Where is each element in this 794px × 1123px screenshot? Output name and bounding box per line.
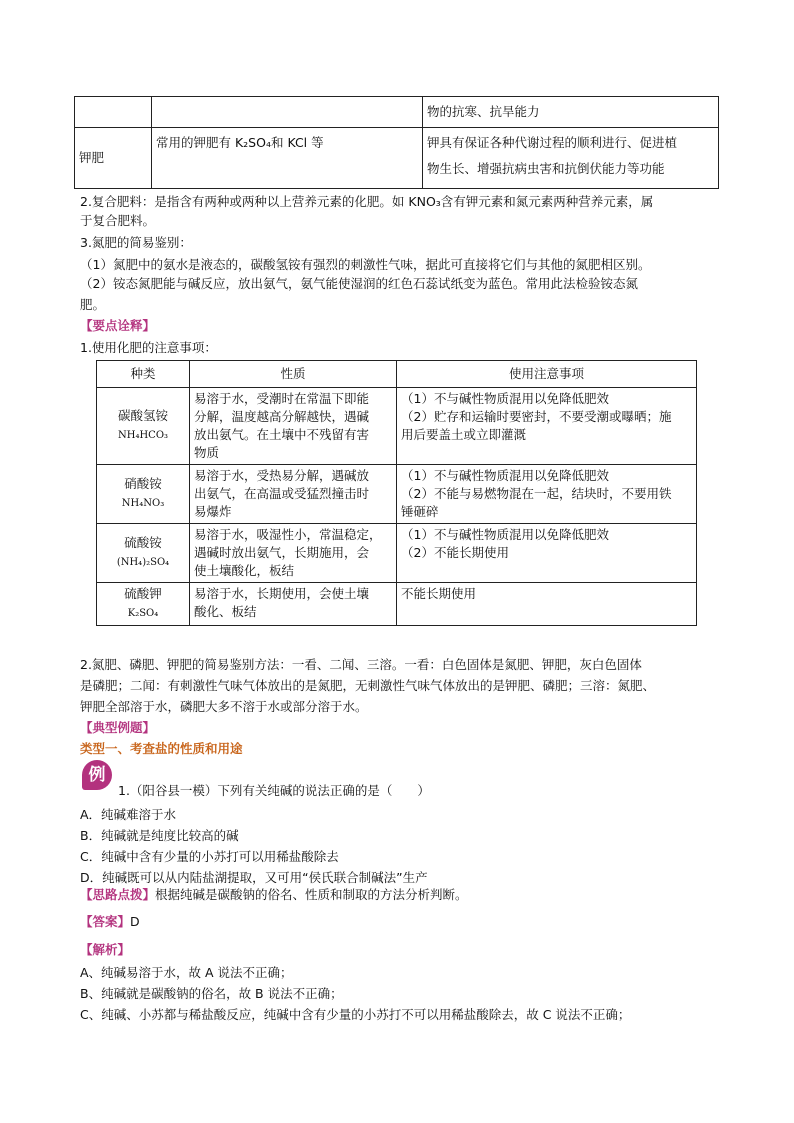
section-title: 3.氮肥的简易鉴别： — [80, 235, 192, 250]
fertilizer-name: 碳酸氢铵 — [117, 408, 168, 423]
property-cell — [190, 524, 397, 583]
cell-line: （1）不与碱性物质混用以免降低肥效 — [401, 468, 609, 483]
cell-line: 易溶于水，吸湿性小，常温稳定， — [194, 527, 382, 542]
cell-line: （1）不与碱性物质混用以免降低肥效 — [401, 391, 609, 406]
question-text: 1.（阳谷县一模）下列有关纯碱的说法正确的是（ ） — [118, 783, 430, 798]
cell-line: 分解，温度越高分解越快，遇碱 — [194, 409, 370, 424]
cell-line: 用后要盖土或立即灌溉 — [401, 427, 527, 442]
paragraph-method: 钾肥全部溶于水，磷肥大多不溶于水或部分溶于水。 — [80, 699, 368, 714]
table-cell — [152, 97, 423, 128]
property-cell — [190, 388, 397, 465]
paragraph-compound: 2.复合肥料：是指含有两种或两种以上营养元素的化肥。如 KNO₃含有钾元素和氮元素两种营养元素，属 — [80, 194, 654, 209]
cell-line: 酸化、板结 — [194, 604, 257, 619]
paragraph: （2）铵态氮肥能与碱反应，放出氨气，氨气能使湿润的红色石蕊试纸变为蓝色。常用此法检验铵态氮 — [80, 276, 638, 291]
analysis-line: B、纯碱就是碳酸钠的俗名，故 B 说法不正确； — [80, 986, 343, 1001]
cell-line: 易溶于水，长期使用，会使土壤 — [194, 586, 370, 601]
type-heading: 类型一、考查盐的性质和用途 — [80, 741, 243, 756]
analysis-label: 【解析】 — [80, 942, 131, 957]
table-cell — [423, 128, 719, 189]
examples-heading: 【典型例题】 — [80, 720, 156, 735]
usage-note-cell — [397, 465, 697, 524]
chemical-formula: NH₄NO₃ — [121, 498, 165, 509]
table-row — [97, 524, 697, 583]
cell-line: 钾具有保证各种代谢过程的顺利进行、促进植 — [427, 135, 678, 150]
table-cell: 钾肥 — [75, 128, 152, 189]
usage-note-cell — [397, 388, 697, 465]
table-row — [97, 388, 697, 465]
analysis-line: C、纯碱、小苏都与稀盐酸反应，纯碱中含有少量的小苏打不可以用稀盐酸除去，故 C 说法不正确； — [80, 1007, 631, 1022]
property-cell — [190, 583, 397, 626]
fertilizer-name-cell — [97, 388, 190, 465]
paragraph-compound: 于复合肥料。 — [80, 213, 156, 228]
cell-line: （2）贮存和运输时要密封，不要受潮或曝晒；施 — [401, 409, 672, 424]
analysis-line: A、纯碱易溶于水，故 A 说法不正确； — [80, 965, 293, 980]
table-header-row — [97, 361, 697, 388]
fertilizer-usage-table — [96, 360, 697, 626]
hint-label: 【思路点拨】 — [80, 887, 156, 902]
answer-label: 【答案】 — [80, 914, 131, 929]
paragraph-method: 是磷肥；二闻：有刺激性气味气体放出的是氮肥，无刺激性气味气体放出的是钾肥、磷肥；三溶：氮肥、 — [80, 678, 656, 693]
chemical-formula: NH₄HCO₃ — [117, 430, 169, 441]
cell-line: 物质 — [194, 445, 220, 460]
answer-row — [80, 913, 140, 931]
fertilizer-name: 硫酸铵 — [124, 535, 162, 550]
hint-row — [80, 886, 468, 904]
cell-line: 易溶于水，受热易分解，遇碱放 — [194, 468, 370, 483]
cell-line: 物生长、增强抗病虫害和抗倒伏能力等功能 — [427, 161, 665, 176]
column-header: 种类 — [97, 361, 190, 388]
cell-line: （2）不能长期使用 — [401, 545, 509, 560]
fertilizer-name: 硝酸铵 — [124, 476, 162, 491]
cell-line: 出氨气，在高温或受猛烈撞击时 — [194, 486, 370, 501]
cell-line: （1）不与碱性物质混用以免降低肥效 — [401, 527, 609, 542]
paragraph: （1）氮肥中的氨水是液态的，碳酸氢铵有强烈的刺激性气味，据此可直接将它们与其他的氮肥相区别。 — [80, 257, 651, 272]
table-row — [97, 465, 697, 524]
hint-text: 根据纯碱是碳酸钠的俗名、性质和制取的方法分析判断。 — [155, 887, 468, 902]
usage-note-cell — [397, 583, 697, 626]
example-badge-icon: 例 — [82, 760, 112, 790]
cell-line: （2）不能与易燃物混在一起，结块时，不要用铁 — [401, 486, 672, 501]
table-cell: 物的抗寒、抗旱能力 — [423, 97, 719, 128]
option-c: C．纯碱中含有少量的小苏打可以用稀盐酸除去 — [80, 849, 339, 864]
option-a: A．纯碱难溶于水 — [80, 807, 177, 822]
table-cell: 常用的钾肥有 K₂SO₄和 KCl 等 — [152, 128, 423, 189]
fertilizer-name: 硫酸钾 — [124, 586, 162, 601]
table-row — [97, 583, 697, 626]
cell-line: 遇碱时放出氨气，长期施用，会 — [194, 545, 370, 560]
option-d: D．纯碱既可以从内陆盐湖提取，又可用“侯氏联合制碱法”生产 — [80, 870, 428, 885]
cell-line: 不能长期使用 — [401, 586, 477, 601]
fertilizer-table-continued — [74, 96, 719, 189]
table-row — [75, 128, 719, 189]
column-header: 使用注意事项 — [397, 361, 697, 388]
fertilizer-name-cell — [97, 583, 190, 626]
key-points-heading: 【要点诠释】 — [80, 318, 156, 333]
cell-line: 易爆炸 — [194, 504, 232, 519]
chemical-formula: K₂SO₄ — [127, 608, 159, 619]
cell-line: 易溶于水，受潮时在常温下即能 — [194, 391, 370, 406]
paragraph: 肥。 — [80, 297, 106, 312]
chemical-formula: (NH₄)₂SO₄ — [116, 557, 170, 568]
cell-line: 锤砸碎 — [401, 504, 439, 519]
fertilizer-name-cell — [97, 465, 190, 524]
fertilizer-name-cell — [97, 524, 190, 583]
paragraph-method: 2.氮肥、磷肥、钾肥的简易鉴别方法：一看、二闻、三溶。一看：白色固体是氮肥、钾肥，灰白色固体 — [80, 657, 642, 672]
property-cell — [190, 465, 397, 524]
usage-note-cell — [397, 524, 697, 583]
option-b: B．纯碱就是纯度比较高的碱 — [80, 828, 239, 843]
answer-value: D — [130, 914, 140, 929]
column-header: 性质 — [190, 361, 397, 388]
cell-line: 使土壤酸化，板结 — [194, 563, 295, 578]
table-row — [75, 97, 719, 128]
section-title: 1.使用化肥的注意事项： — [80, 340, 217, 355]
table-cell — [75, 97, 152, 128]
cell-line: 放出氨气。在土壤中不残留有害 — [194, 427, 370, 442]
